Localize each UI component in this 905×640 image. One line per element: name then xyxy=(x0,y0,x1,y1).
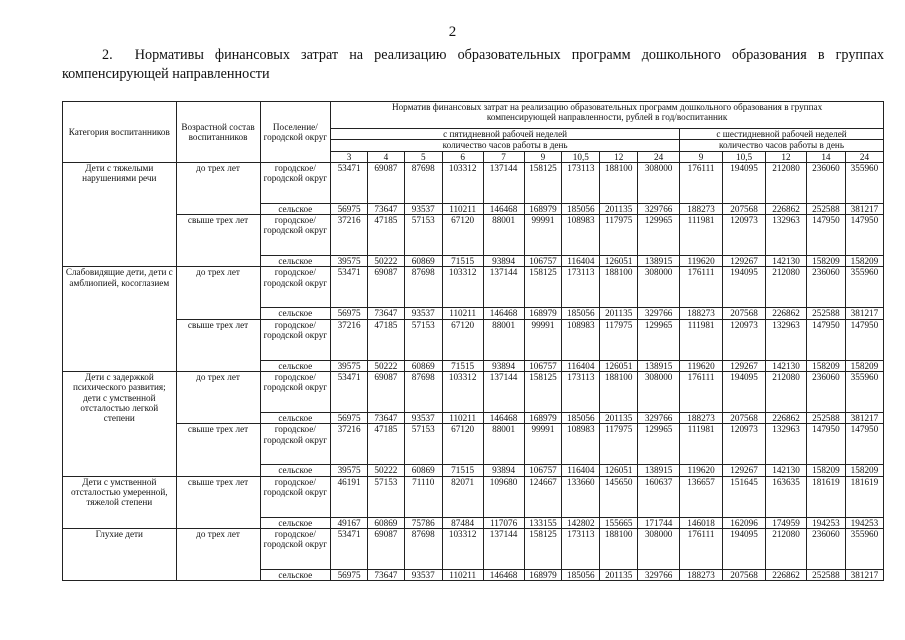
value-cell: 99991 xyxy=(524,215,562,256)
table-row xyxy=(63,319,884,360)
value-cell: 133155 xyxy=(524,517,562,528)
value-cell: 129267 xyxy=(723,465,766,476)
header-normative: Норматив финансовых затрат на реализацию образовательных программ дошкольного образования в группах компенсирующей направленности, рублей в год/воспитанник xyxy=(331,102,884,129)
value-cell: 73647 xyxy=(367,203,404,214)
value-cell: 69087 xyxy=(367,267,404,308)
value-cell: 93537 xyxy=(404,569,442,580)
value-cell: 39575 xyxy=(331,360,368,371)
value-cell: 60869 xyxy=(404,256,442,267)
value-cell: 116404 xyxy=(562,465,600,476)
value-cell: 158209 xyxy=(845,256,883,267)
age-cell: до трех лет xyxy=(176,162,260,214)
value-cell: 57153 xyxy=(404,424,442,465)
header-age: Возрастной состав воспитанников xyxy=(176,102,260,163)
settlement-cell: сельское xyxy=(260,203,331,214)
category-cell: Дети с умственной отсталостью умеренной, тяжелой степени xyxy=(63,476,177,528)
value-cell: 53471 xyxy=(331,267,368,308)
header-hours-six: количество часов работы в день xyxy=(680,140,884,151)
value-cell: 158125 xyxy=(524,372,562,413)
value-cell: 173113 xyxy=(562,372,600,413)
value-cell: 106757 xyxy=(524,465,562,476)
value-cell: 57153 xyxy=(404,215,442,256)
value-cell: 185056 xyxy=(562,413,600,424)
value-cell: 37216 xyxy=(331,319,368,360)
table-row xyxy=(63,476,884,517)
settlement-cell: городское/ городской округ xyxy=(260,319,331,360)
hour-header-five: 3 xyxy=(331,151,368,162)
value-cell: 73647 xyxy=(367,308,404,319)
value-cell: 53471 xyxy=(331,372,368,413)
value-cell: 158209 xyxy=(845,465,883,476)
hour-header-five: 24 xyxy=(638,151,680,162)
value-cell: 236060 xyxy=(806,267,845,308)
value-cell: 158209 xyxy=(806,360,845,371)
normatives-table xyxy=(62,101,884,581)
value-cell: 163635 xyxy=(766,476,807,517)
hour-header-five: 6 xyxy=(442,151,483,162)
value-cell: 126051 xyxy=(600,256,638,267)
value-cell: 146468 xyxy=(483,203,524,214)
hour-header-five: 10,5 xyxy=(562,151,600,162)
value-cell: 355960 xyxy=(845,528,883,569)
value-cell: 194253 xyxy=(845,517,883,528)
value-cell: 194095 xyxy=(723,372,766,413)
hour-header-five: 12 xyxy=(600,151,638,162)
value-cell: 103312 xyxy=(442,528,483,569)
value-cell: 39575 xyxy=(331,256,368,267)
value-cell: 50222 xyxy=(367,465,404,476)
value-cell: 111981 xyxy=(680,215,723,256)
value-cell: 82071 xyxy=(442,476,483,517)
value-cell: 212080 xyxy=(766,528,807,569)
value-cell: 126051 xyxy=(600,360,638,371)
value-cell: 194095 xyxy=(723,528,766,569)
value-cell: 194253 xyxy=(806,517,845,528)
value-cell: 252588 xyxy=(806,569,845,580)
value-cell: 188273 xyxy=(680,569,723,580)
value-cell: 201135 xyxy=(600,203,638,214)
value-cell: 56975 xyxy=(331,203,368,214)
value-cell: 103312 xyxy=(442,162,483,203)
value-cell: 147950 xyxy=(845,424,883,465)
age-cell: до трех лет xyxy=(176,372,260,424)
value-cell: 173113 xyxy=(562,267,600,308)
value-cell: 252588 xyxy=(806,413,845,424)
value-cell: 120973 xyxy=(723,215,766,256)
value-cell: 93537 xyxy=(404,308,442,319)
value-cell: 212080 xyxy=(766,162,807,203)
value-cell: 67120 xyxy=(442,319,483,360)
value-cell: 329766 xyxy=(638,308,680,319)
value-cell: 137144 xyxy=(483,372,524,413)
value-cell: 201135 xyxy=(600,569,638,580)
settlement-cell: сельское xyxy=(260,569,331,580)
value-cell: 93537 xyxy=(404,203,442,214)
value-cell: 132963 xyxy=(766,424,807,465)
value-cell: 147950 xyxy=(806,424,845,465)
value-cell: 355960 xyxy=(845,267,883,308)
value-cell: 188273 xyxy=(680,413,723,424)
value-cell: 129267 xyxy=(723,256,766,267)
value-cell: 93894 xyxy=(483,256,524,267)
value-cell: 37216 xyxy=(331,215,368,256)
value-cell: 53471 xyxy=(331,162,368,203)
value-cell: 87698 xyxy=(404,372,442,413)
value-cell: 120973 xyxy=(723,319,766,360)
value-cell: 60869 xyxy=(404,360,442,371)
age-cell: до трех лет xyxy=(176,267,260,319)
value-cell: 201135 xyxy=(600,308,638,319)
value-cell: 57153 xyxy=(404,319,442,360)
table-row xyxy=(63,528,884,569)
value-cell: 329766 xyxy=(638,203,680,214)
value-cell: 124667 xyxy=(524,476,562,517)
header-hours-five: количество часов работы в день xyxy=(331,140,680,151)
value-cell: 106757 xyxy=(524,256,562,267)
value-cell: 117975 xyxy=(600,215,638,256)
value-cell: 381217 xyxy=(845,569,883,580)
hour-header-six: 24 xyxy=(845,151,883,162)
value-cell: 146468 xyxy=(483,413,524,424)
value-cell: 99991 xyxy=(524,424,562,465)
header-five-day: с пятидневной рабочей неделей xyxy=(331,129,680,140)
value-cell: 142802 xyxy=(562,517,600,528)
value-cell: 188100 xyxy=(600,267,638,308)
section-heading xyxy=(62,46,884,84)
value-cell: 308000 xyxy=(638,528,680,569)
value-cell: 108983 xyxy=(562,319,600,360)
value-cell: 308000 xyxy=(638,162,680,203)
value-cell: 129267 xyxy=(723,360,766,371)
value-cell: 181619 xyxy=(845,476,883,517)
value-cell: 119620 xyxy=(680,465,723,476)
page-number: 2 xyxy=(448,24,457,40)
value-cell: 132963 xyxy=(766,319,807,360)
category-cell: Слабовидящие дети, дети с амблиопией, косоглазием xyxy=(63,267,177,372)
value-cell: 381217 xyxy=(845,308,883,319)
value-cell: 126051 xyxy=(600,465,638,476)
value-cell: 212080 xyxy=(766,267,807,308)
value-cell: 173113 xyxy=(562,528,600,569)
value-cell: 67120 xyxy=(442,424,483,465)
value-cell: 117076 xyxy=(483,517,524,528)
value-cell: 137144 xyxy=(483,162,524,203)
value-cell: 87698 xyxy=(404,267,442,308)
settlement-cell: городское/ городской округ xyxy=(260,424,331,465)
value-cell: 355960 xyxy=(845,372,883,413)
value-cell: 176111 xyxy=(680,372,723,413)
value-cell: 106757 xyxy=(524,360,562,371)
value-cell: 47185 xyxy=(367,215,404,256)
value-cell: 158125 xyxy=(524,267,562,308)
value-cell: 49167 xyxy=(331,517,368,528)
value-cell: 355960 xyxy=(845,162,883,203)
value-cell: 252588 xyxy=(806,308,845,319)
value-cell: 158125 xyxy=(524,162,562,203)
value-cell: 188100 xyxy=(600,162,638,203)
value-cell: 110211 xyxy=(442,203,483,214)
value-cell: 47185 xyxy=(367,424,404,465)
value-cell: 119620 xyxy=(680,256,723,267)
value-cell: 50222 xyxy=(367,256,404,267)
header-category: Категория воспитанников xyxy=(63,102,177,163)
value-cell: 132963 xyxy=(766,215,807,256)
table-row xyxy=(63,162,884,203)
value-cell: 88001 xyxy=(483,215,524,256)
settlement-cell: городское/ городской округ xyxy=(260,476,331,517)
value-cell: 120973 xyxy=(723,424,766,465)
value-cell: 207568 xyxy=(723,308,766,319)
value-cell: 176111 xyxy=(680,528,723,569)
value-cell: 146468 xyxy=(483,569,524,580)
value-cell: 194095 xyxy=(723,162,766,203)
value-cell: 119620 xyxy=(680,360,723,371)
value-cell: 136657 xyxy=(680,476,723,517)
value-cell: 181619 xyxy=(806,476,845,517)
value-cell: 46191 xyxy=(331,476,368,517)
table-row xyxy=(63,372,884,413)
value-cell: 226862 xyxy=(766,569,807,580)
value-cell: 381217 xyxy=(845,413,883,424)
value-cell: 53471 xyxy=(331,528,368,569)
hour-header-five: 9 xyxy=(524,151,562,162)
value-cell: 137144 xyxy=(483,267,524,308)
value-cell: 138915 xyxy=(638,256,680,267)
value-cell: 117975 xyxy=(600,424,638,465)
value-cell: 138915 xyxy=(638,360,680,371)
value-cell: 142130 xyxy=(766,256,807,267)
value-cell: 117975 xyxy=(600,319,638,360)
value-cell: 147950 xyxy=(806,319,845,360)
value-cell: 176111 xyxy=(680,162,723,203)
value-cell: 158209 xyxy=(806,465,845,476)
table-row xyxy=(63,267,884,308)
value-cell: 69087 xyxy=(367,528,404,569)
value-cell: 103312 xyxy=(442,267,483,308)
settlement-cell: сельское xyxy=(260,308,331,319)
value-cell: 71110 xyxy=(404,476,442,517)
value-cell: 207568 xyxy=(723,569,766,580)
value-cell: 236060 xyxy=(806,372,845,413)
settlement-cell: городское/ городской округ xyxy=(260,215,331,256)
value-cell: 168979 xyxy=(524,203,562,214)
heading-number: 2. xyxy=(102,47,113,63)
table-row xyxy=(63,215,884,256)
age-cell: до трех лет xyxy=(176,528,260,580)
value-cell: 147950 xyxy=(806,215,845,256)
value-cell: 308000 xyxy=(638,372,680,413)
value-cell: 60869 xyxy=(404,465,442,476)
value-cell: 226862 xyxy=(766,308,807,319)
value-cell: 99991 xyxy=(524,319,562,360)
value-cell: 110211 xyxy=(442,569,483,580)
value-cell: 138915 xyxy=(638,465,680,476)
value-cell: 176111 xyxy=(680,267,723,308)
value-cell: 69087 xyxy=(367,372,404,413)
value-cell: 168979 xyxy=(524,569,562,580)
value-cell: 87698 xyxy=(404,528,442,569)
value-cell: 108983 xyxy=(562,424,600,465)
value-cell: 56975 xyxy=(331,569,368,580)
value-cell: 236060 xyxy=(806,528,845,569)
value-cell: 47185 xyxy=(367,319,404,360)
value-cell: 155665 xyxy=(600,517,638,528)
value-cell: 129965 xyxy=(638,215,680,256)
settlement-cell: сельское xyxy=(260,465,331,476)
hour-header-five: 5 xyxy=(404,151,442,162)
category-cell: Глухие дети xyxy=(63,528,177,580)
value-cell: 146468 xyxy=(483,308,524,319)
value-cell: 142130 xyxy=(766,465,807,476)
hour-header-six: 9 xyxy=(680,151,723,162)
value-cell: 185056 xyxy=(562,569,600,580)
value-cell: 174959 xyxy=(766,517,807,528)
value-cell: 147950 xyxy=(845,215,883,256)
value-cell: 69087 xyxy=(367,162,404,203)
value-cell: 147950 xyxy=(845,319,883,360)
value-cell: 145650 xyxy=(600,476,638,517)
value-cell: 56975 xyxy=(331,308,368,319)
value-cell: 110211 xyxy=(442,308,483,319)
settlement-cell: городское/ городской округ xyxy=(260,528,331,569)
value-cell: 67120 xyxy=(442,215,483,256)
value-cell: 146018 xyxy=(680,517,723,528)
settlement-cell: сельское xyxy=(260,360,331,371)
value-cell: 87484 xyxy=(442,517,483,528)
value-cell: 111981 xyxy=(680,424,723,465)
value-cell: 137144 xyxy=(483,528,524,569)
value-cell: 185056 xyxy=(562,308,600,319)
value-cell: 188100 xyxy=(600,372,638,413)
value-cell: 39575 xyxy=(331,465,368,476)
value-cell: 236060 xyxy=(806,162,845,203)
value-cell: 75786 xyxy=(404,517,442,528)
value-cell: 108983 xyxy=(562,215,600,256)
age-cell: свыше трех лет xyxy=(176,215,260,267)
value-cell: 111981 xyxy=(680,319,723,360)
hour-header-six: 12 xyxy=(766,151,807,162)
value-cell: 56975 xyxy=(331,413,368,424)
value-cell: 329766 xyxy=(638,569,680,580)
value-cell: 158209 xyxy=(845,360,883,371)
value-cell: 168979 xyxy=(524,413,562,424)
value-cell: 73647 xyxy=(367,569,404,580)
age-cell: свыше трех лет xyxy=(176,319,260,371)
header-six-day: с шестидневной рабочей неделей xyxy=(680,129,884,140)
value-cell: 116404 xyxy=(562,256,600,267)
value-cell: 185056 xyxy=(562,203,600,214)
value-cell: 73647 xyxy=(367,413,404,424)
category-cell: Дети с тяжелыми нарушениями речи xyxy=(63,162,177,267)
value-cell: 201135 xyxy=(600,413,638,424)
table-row xyxy=(63,424,884,465)
value-cell: 188273 xyxy=(680,203,723,214)
value-cell: 188100 xyxy=(600,528,638,569)
value-cell: 171744 xyxy=(638,517,680,528)
value-cell: 168979 xyxy=(524,308,562,319)
value-cell: 160637 xyxy=(638,476,680,517)
value-cell: 60869 xyxy=(367,517,404,528)
value-cell: 71515 xyxy=(442,465,483,476)
value-cell: 103312 xyxy=(442,372,483,413)
value-cell: 88001 xyxy=(483,424,524,465)
heading-text: Нормативы финансовых затрат на реализацию образовательных программ дошкольного образования в группах компенсирующей направленности xyxy=(62,47,884,82)
hour-header-six: 10,5 xyxy=(723,151,766,162)
value-cell: 188273 xyxy=(680,308,723,319)
settlement-cell: сельское xyxy=(260,256,331,267)
settlement-cell: городское/ городской округ xyxy=(260,162,331,203)
value-cell: 158125 xyxy=(524,528,562,569)
value-cell: 207568 xyxy=(723,203,766,214)
value-cell: 129965 xyxy=(638,319,680,360)
value-cell: 57153 xyxy=(367,476,404,517)
value-cell: 37216 xyxy=(331,424,368,465)
value-cell: 151645 xyxy=(723,476,766,517)
value-cell: 329766 xyxy=(638,413,680,424)
value-cell: 142130 xyxy=(766,360,807,371)
value-cell: 71515 xyxy=(442,256,483,267)
value-cell: 93894 xyxy=(483,465,524,476)
value-cell: 162096 xyxy=(723,517,766,528)
value-cell: 381217 xyxy=(845,203,883,214)
value-cell: 93537 xyxy=(404,413,442,424)
value-cell: 88001 xyxy=(483,319,524,360)
value-cell: 207568 xyxy=(723,413,766,424)
value-cell: 109680 xyxy=(483,476,524,517)
settlement-cell: городское/ городской округ xyxy=(260,267,331,308)
age-cell: свыше трех лет xyxy=(176,476,260,528)
hour-header-six: 14 xyxy=(806,151,845,162)
value-cell: 93894 xyxy=(483,360,524,371)
value-cell: 71515 xyxy=(442,360,483,371)
value-cell: 212080 xyxy=(766,372,807,413)
value-cell: 129965 xyxy=(638,424,680,465)
hour-header-five: 7 xyxy=(483,151,524,162)
age-cell: свыше трех лет xyxy=(176,424,260,476)
category-cell: Дети с задержкой психического развития; дети с умственной отсталостью легкой степени xyxy=(63,372,177,477)
settlement-cell: городское/ городской округ xyxy=(260,372,331,413)
value-cell: 133660 xyxy=(562,476,600,517)
value-cell: 308000 xyxy=(638,267,680,308)
value-cell: 116404 xyxy=(562,360,600,371)
value-cell: 252588 xyxy=(806,203,845,214)
value-cell: 110211 xyxy=(442,413,483,424)
value-cell: 87698 xyxy=(404,162,442,203)
settlement-cell: сельское xyxy=(260,517,331,528)
value-cell: 158209 xyxy=(806,256,845,267)
value-cell: 173113 xyxy=(562,162,600,203)
value-cell: 194095 xyxy=(723,267,766,308)
value-cell: 226862 xyxy=(766,413,807,424)
header-settlement: Поселение/ городской округ xyxy=(260,102,331,163)
value-cell: 50222 xyxy=(367,360,404,371)
settlement-cell: сельское xyxy=(260,413,331,424)
hour-header-five: 4 xyxy=(367,151,404,162)
value-cell: 226862 xyxy=(766,203,807,214)
